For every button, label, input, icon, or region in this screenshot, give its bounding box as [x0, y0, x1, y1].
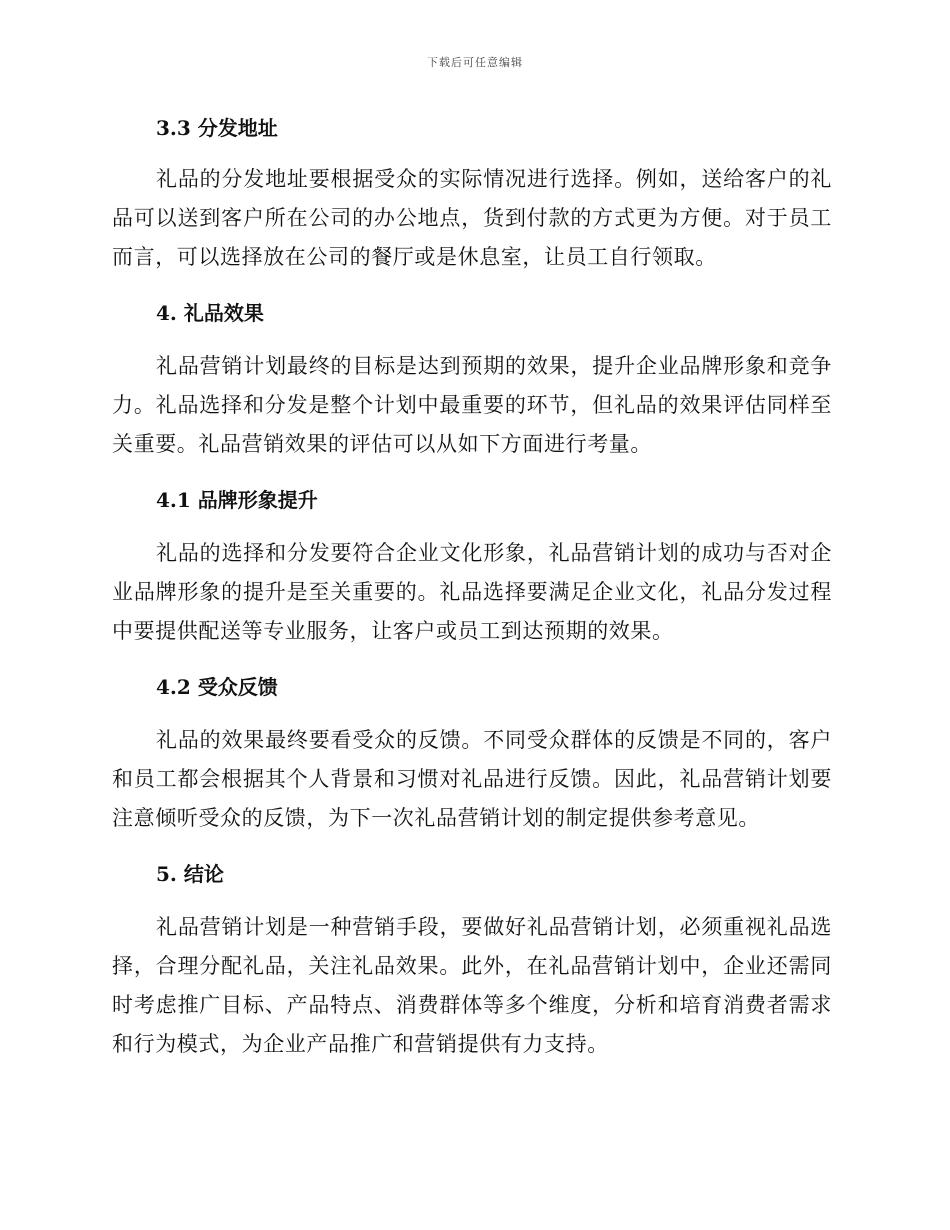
section-paragraph-brand-image: 礼品的选择和分发要符合企业文化形象，礼品营销计划的成功与否对企业品牌形象的提升是至关重要的。礼品选择要满足企业文化，礼品分发过程中要提供配送等专业服务，让客户或员工到达预期的效果。 — [112, 541, 832, 643]
section-heading-distribution-address: 3.3 分发地址 — [156, 116, 278, 140]
section-heading-conclusion: 5. 结论 — [156, 862, 224, 886]
section-heading-gift-effect: 4. 礼品效果 — [156, 301, 264, 325]
document-body — [112, 108, 832, 1080]
section-heading-audience-feedback: 4.2 受众反馈 — [156, 675, 278, 699]
section-paragraph-distribution-address: 礼品的分发地址要根据受众的实际情况进行选择。例如，送给客户的礼品可以送到客户所在公司的办公地点，货到付款的方式更为方便。对于员工而言，可以选择放在公司的餐厅或是休息室，让员工自行领取。 — [112, 167, 832, 269]
section-paragraph-conclusion: 礼品营销计划是一种营销手段，要做好礼品营销计划，必须重视礼品选择，合理分配礼品，关注礼品效果。此外，在礼品营销计划中，企业还需同时考虑推广目标、产品特点、消费群体等多个维度，分析和培育消费者需求和行为模式，为企业产品推广和营销提供有力支持。 — [112, 915, 832, 1056]
page-header: 下载后可任意编辑 — [427, 56, 523, 69]
section-paragraph-audience-feedback: 礼品的效果最终要看受众的反馈。不同受众群体的反馈是不同的，客户和员工都会根据其个人背景和习惯对礼品进行反馈。因此，礼品营销计划要注意倾听受众的反馈，为下一次礼品营销计划的制定提供参考意见。 — [112, 728, 832, 830]
section-heading-brand-image: 4.1 品牌形象提升 — [156, 488, 318, 512]
section-paragraph-gift-effect: 礼品营销计划最终的目标是达到预期的效果，提升企业品牌形象和竞争力。礼品选择和分发是整个计划中最重要的环节，但礼品的效果评估同样至关重要。礼品营销效果的评估可以从如下方面进行考量。 — [112, 354, 832, 456]
